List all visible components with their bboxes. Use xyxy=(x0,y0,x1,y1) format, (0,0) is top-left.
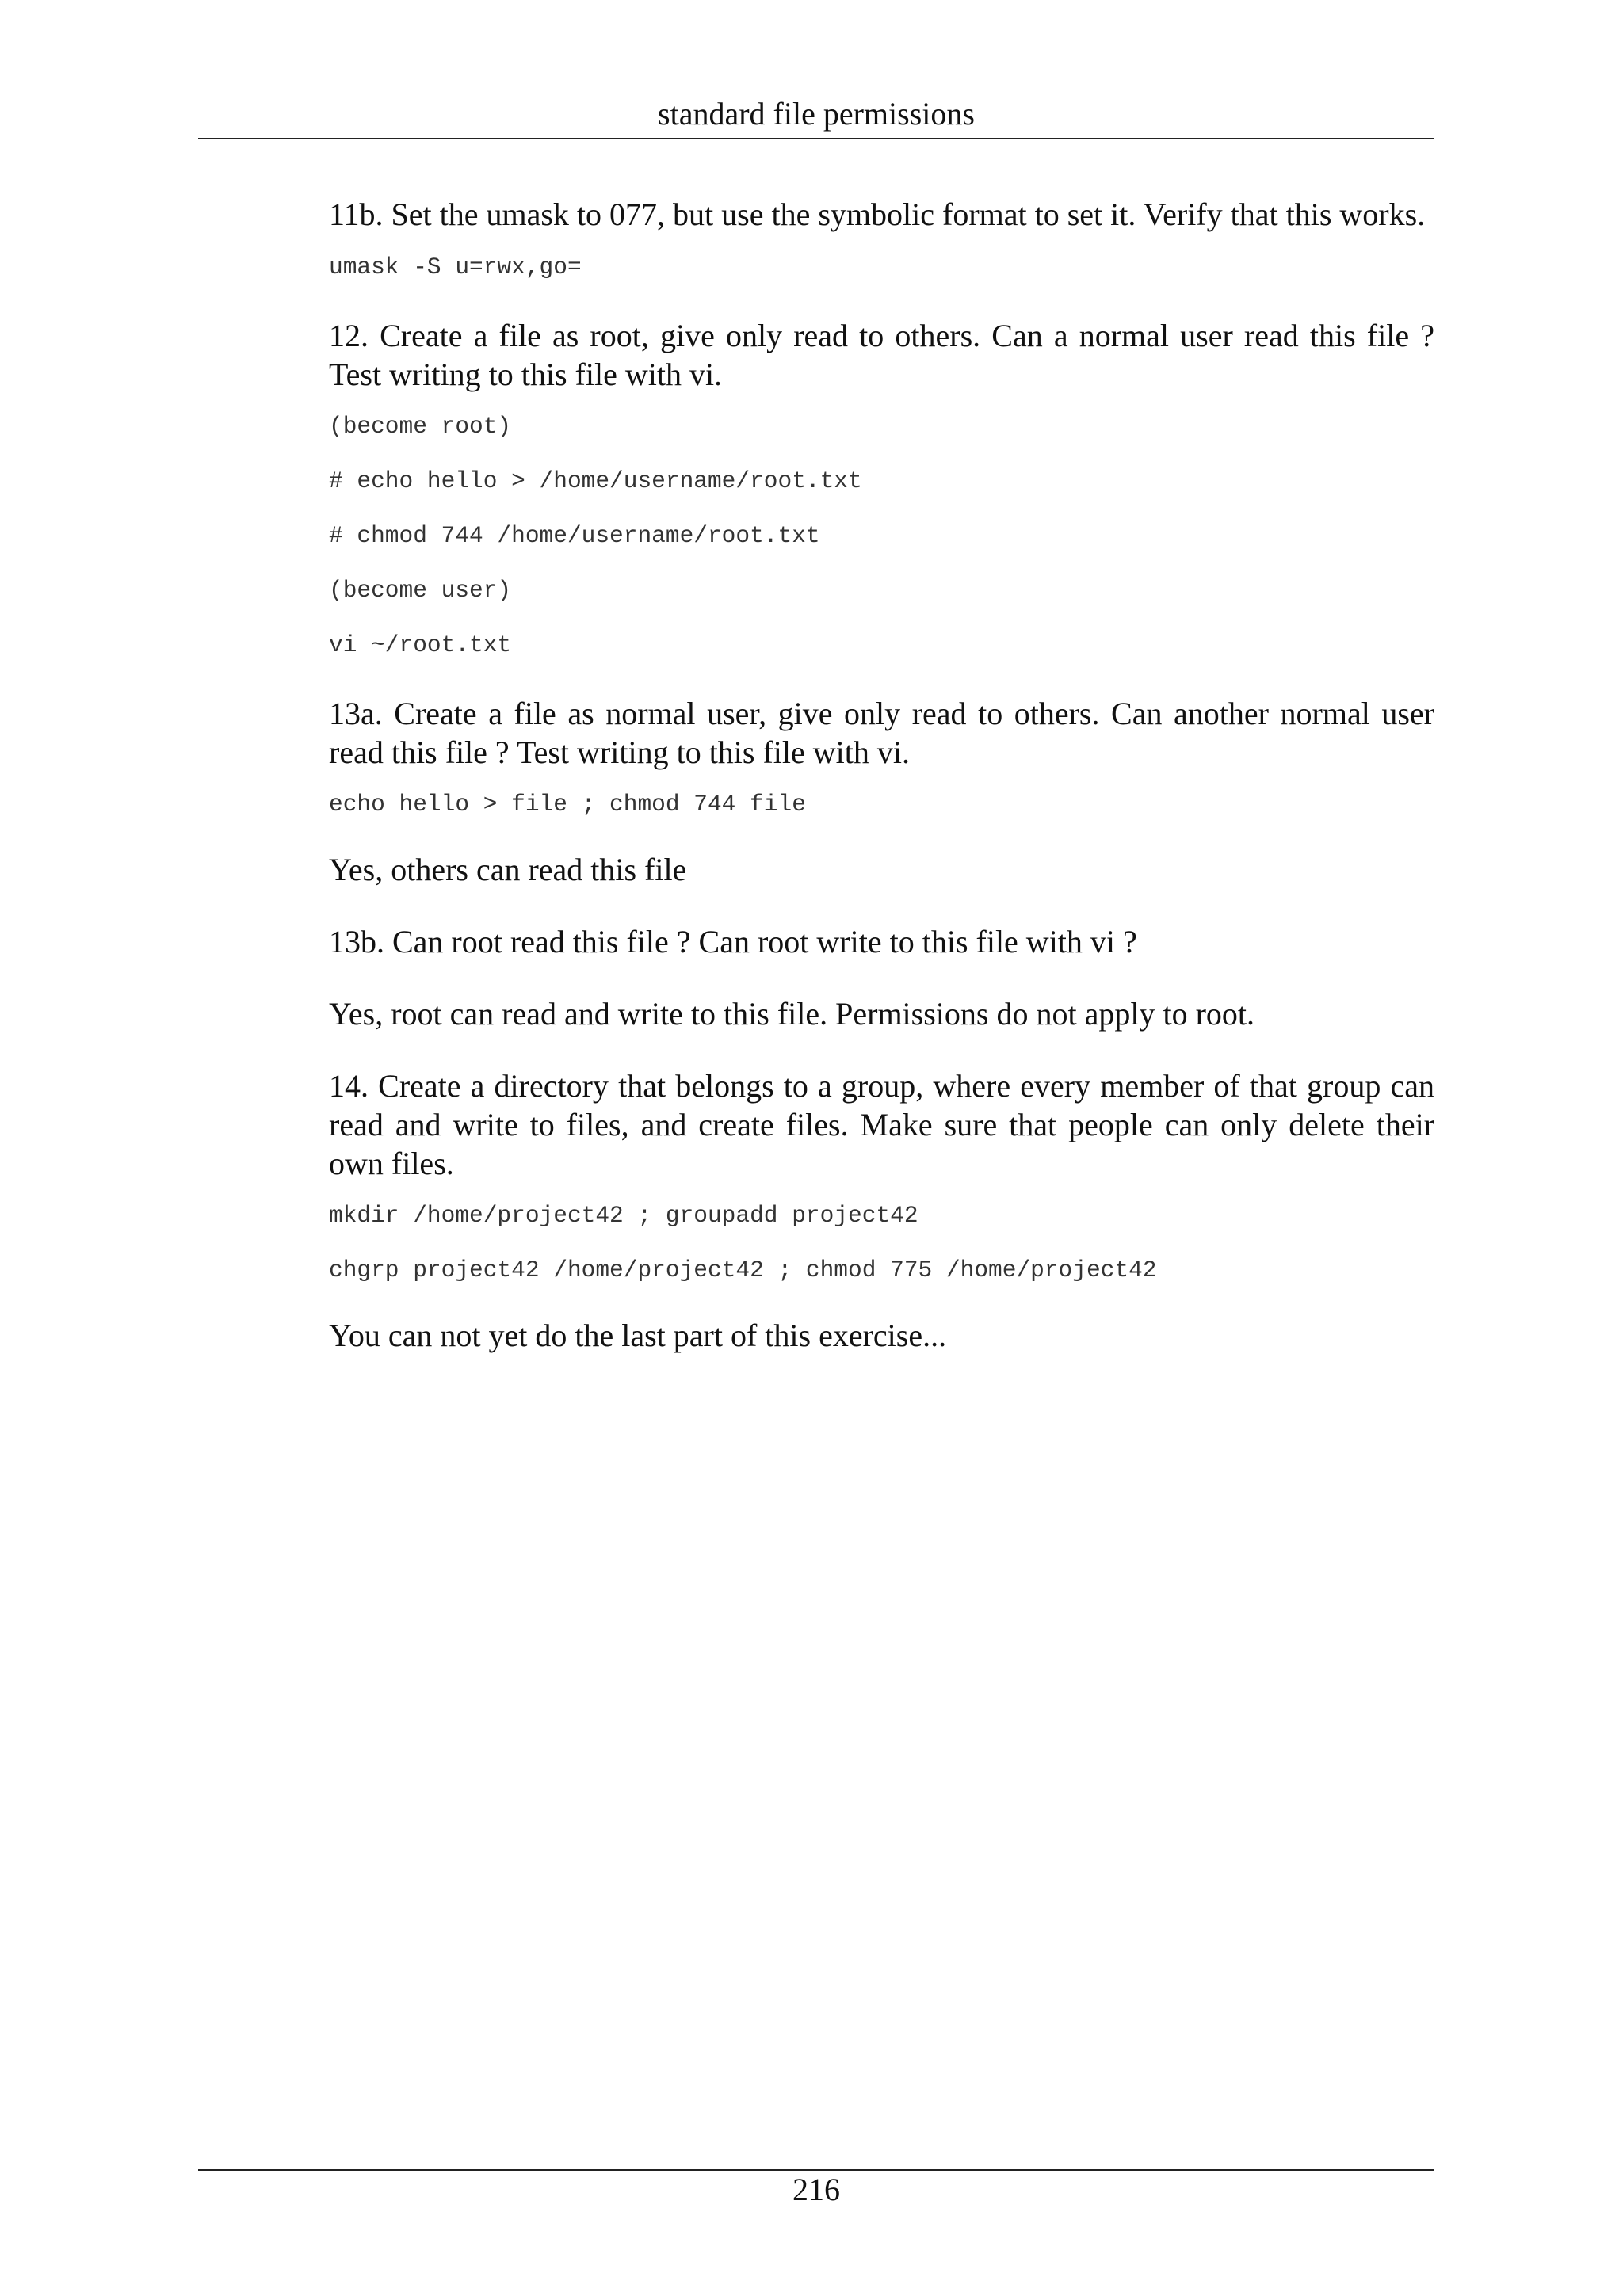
exercise-11b-command: umask -S u=rwx,go= xyxy=(329,254,582,280)
exercise-12-command-4: (become user) xyxy=(329,577,512,604)
exercise-14-command-1: mkdir /home/project42 ; groupadd project42 xyxy=(329,1202,918,1229)
exercise-12-text: 12. Create a file as root, give only read to others. Can a normal user read this file ? Test writing to this file with vi. xyxy=(329,318,1434,392)
exercise-13a-text: 13a. Create a file as normal user, give only read to others. Can another normal user read this file ? Test writing to this file with vi. xyxy=(329,696,1434,770)
exercise-13b-answer: Yes, root can read and write to this file. Permissions do not apply to root. xyxy=(329,996,1255,1032)
exercise-12-command-3: # chmod 744 /home/username/root.txt xyxy=(329,522,820,549)
exercise-14-command-2: chgrp project42 /home/project42 ; chmod 775 /home/project42 xyxy=(329,1257,1157,1283)
page-number: 216 xyxy=(792,2172,840,2207)
header-divider xyxy=(198,138,1434,139)
running-header: standard file permissions xyxy=(658,96,975,132)
exercise-13b-text: 13b. Can root read this file ? Can root write to this file with vi ? xyxy=(329,924,1137,959)
page-body xyxy=(329,195,1434,1355)
exercise-14-answer: You can not yet do the last part of this exercise... xyxy=(329,1318,947,1353)
exercise-12-command-5: vi ~/root.txt xyxy=(329,631,512,658)
exercise-13a-answer: Yes, others can read this file xyxy=(329,852,687,887)
exercise-12-command-2: # echo hello > /home/username/root.txt xyxy=(329,467,862,494)
exercise-11b-text: 11b. Set the umask to 077, but use the symbolic format to set it. Verify that this works. xyxy=(329,196,1426,232)
exercise-13a-command: echo hello > file ; chmod 744 file xyxy=(329,791,806,818)
exercise-14-text: 14. Create a directory that belongs to a group, where every member of that group can read and write to files, and create files. Make sure that people can only delete their own files. xyxy=(329,1068,1434,1181)
exercise-12-command-1: (become root) xyxy=(329,413,512,440)
